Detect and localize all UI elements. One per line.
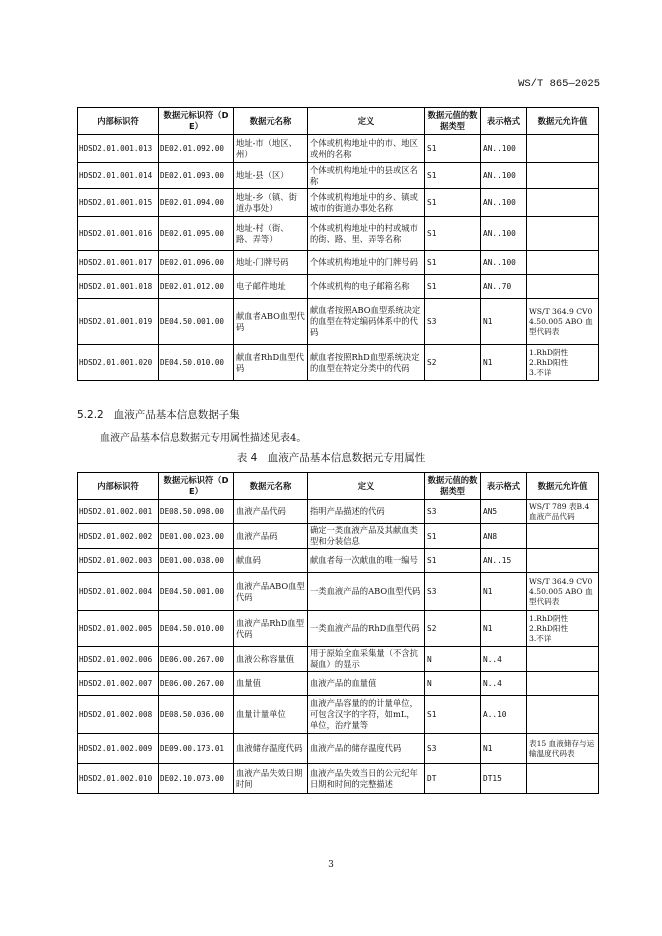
cell-format: N..4 bbox=[481, 647, 527, 672]
table-row bbox=[78, 524, 599, 549]
cell-data-type: S1 bbox=[425, 189, 481, 217]
cell-de-id: DE04.50.010.00 bbox=[159, 345, 234, 381]
table-4-blood-products bbox=[77, 472, 599, 794]
section-number: 5.2.2 bbox=[77, 409, 104, 421]
cell-format: AN..15 bbox=[481, 549, 527, 573]
cell-format: AN5 bbox=[481, 500, 527, 524]
cell-element-name: 献血者ABO血型代码 bbox=[234, 299, 308, 345]
cell-definition: 一类血液产品的ABO血型代码 bbox=[308, 573, 425, 611]
section-title: 血液产品基本信息数据子集 bbox=[113, 409, 240, 421]
cell-element-name: 地址-乡（镇、街道办事处） bbox=[234, 189, 308, 217]
cell-de-id: DE04.50.010.00 bbox=[159, 611, 234, 647]
cell-element-name: 地址-村（街、路、弄等） bbox=[234, 217, 308, 251]
cell-allowed-values: 1.RhD阴性 2.RhD阳性 3.不详 bbox=[527, 611, 599, 647]
cell-internal-id: HDSD2.01.002.001 bbox=[78, 500, 159, 524]
cell-internal-id: HDSD2.01.001.015 bbox=[78, 189, 159, 217]
cell-internal-id: HDSD2.01.002.002 bbox=[78, 524, 159, 549]
cell-de-id: DE02.01.012.00 bbox=[159, 275, 234, 299]
table-address-fields bbox=[77, 107, 599, 381]
cell-allowed-values bbox=[527, 189, 599, 217]
cell-element-name: 血量值 bbox=[234, 672, 308, 696]
cell-element-name: 血液储存温度代码 bbox=[234, 734, 308, 764]
cell-format: N1 bbox=[481, 299, 527, 345]
cell-definition: 血液产品失效当日的公元纪年日期和时间的完整描述 bbox=[308, 764, 425, 794]
cell-definition: 个体或机构地址中的门牌号码 bbox=[308, 251, 425, 275]
cell-definition: 个体或机构地址中的市、地区或州的名称 bbox=[308, 135, 425, 163]
table-row bbox=[78, 275, 599, 299]
column-header-data-type: 数据元值的数据类型 bbox=[425, 108, 481, 135]
cell-data-type: S1 bbox=[425, 549, 481, 573]
cell-internal-id: HDSD2.01.002.004 bbox=[78, 573, 159, 611]
table-header bbox=[78, 473, 599, 500]
cell-allowed-values bbox=[527, 251, 599, 275]
cell-data-type: S3 bbox=[425, 734, 481, 764]
cell-format: AN..100 bbox=[481, 189, 527, 217]
cell-format: AN..100 bbox=[481, 217, 527, 251]
cell-format: AN..100 bbox=[481, 163, 527, 189]
cell-allowed-values bbox=[527, 696, 599, 734]
table-row bbox=[78, 734, 599, 764]
cell-definition: 献血者每一次献血的唯一编号 bbox=[308, 549, 425, 573]
cell-de-id: DE08.50.036.00 bbox=[159, 696, 234, 734]
cell-allowed-values bbox=[527, 163, 599, 189]
column-header-de-id: 数据元标识符（DE） bbox=[159, 473, 234, 500]
table-row bbox=[78, 189, 599, 217]
cell-allowed-values bbox=[527, 764, 599, 794]
cell-format: DT15 bbox=[481, 764, 527, 794]
cell-data-type: S2 bbox=[425, 611, 481, 647]
cell-internal-id: HDSD2.01.001.018 bbox=[78, 275, 159, 299]
cell-internal-id: HDSD2.01.002.007 bbox=[78, 672, 159, 696]
cell-data-type: S1 bbox=[425, 135, 481, 163]
cell-allowed-values: WS/T 364.9 CV04.50.005 ABO 血型代码表 bbox=[527, 573, 599, 611]
column-header-definition: 定义 bbox=[308, 473, 425, 500]
table-row bbox=[78, 696, 599, 734]
cell-definition: 血液产品容量的的计量单位，可包含汉字的字符，如mL，单位，治疗量等 bbox=[308, 696, 425, 734]
section-heading bbox=[77, 407, 240, 422]
cell-de-id: DE02.10.073.00 bbox=[159, 764, 234, 794]
cell-allowed-values: WS/T 789 表B.4血液产品代码 bbox=[527, 500, 599, 524]
cell-de-id: DE01.00.023.00 bbox=[159, 524, 234, 549]
cell-element-name: 电子邮件地址 bbox=[234, 275, 308, 299]
cell-allowed-values: 表15 血液储存与运输温度代码表 bbox=[527, 734, 599, 764]
cell-format: AN8 bbox=[481, 524, 527, 549]
table-row bbox=[78, 251, 599, 275]
table-row bbox=[78, 573, 599, 611]
cell-internal-id: HDSD2.01.002.003 bbox=[78, 549, 159, 573]
cell-definition: 用于原始全血采集量（不含抗凝血）的显示 bbox=[308, 647, 425, 672]
cell-allowed-values bbox=[527, 672, 599, 696]
cell-element-name: 地址-市（地区、州） bbox=[234, 135, 308, 163]
cell-de-id: DE01.00.038.00 bbox=[159, 549, 234, 573]
cell-element-name: 血液产品ABO血型代码 bbox=[234, 573, 308, 611]
column-header-format: 表示格式 bbox=[481, 108, 527, 135]
cell-definition: 指明产品描述的代码 bbox=[308, 500, 425, 524]
cell-definition: 献血者按照RhD血型系统决定的血型在特定分类中的代码 bbox=[308, 345, 425, 381]
cell-definition: 血液产品的储存温度代码 bbox=[308, 734, 425, 764]
table-row bbox=[78, 500, 599, 524]
cell-definition: 个体或机构地址中的村或城市的街、路、里、弄等名称 bbox=[308, 217, 425, 251]
cell-element-name: 血量计量单位 bbox=[234, 696, 308, 734]
cell-data-type: S2 bbox=[425, 345, 481, 381]
cell-allowed-values bbox=[527, 275, 599, 299]
cell-de-id: DE02.01.092.00 bbox=[159, 135, 234, 163]
cell-format: A..10 bbox=[481, 696, 527, 734]
table-body bbox=[78, 500, 599, 794]
column-header-element-name: 数据元名称 bbox=[234, 473, 308, 500]
cell-internal-id: HDSD2.01.001.017 bbox=[78, 251, 159, 275]
column-header-definition: 定义 bbox=[308, 108, 425, 135]
table-header bbox=[78, 108, 599, 135]
cell-de-id: DE06.00.267.00 bbox=[159, 647, 234, 672]
cell-de-id: DE02.01.093.00 bbox=[159, 163, 234, 189]
cell-element-name: 血液产品代码 bbox=[234, 500, 308, 524]
cell-allowed-values bbox=[527, 135, 599, 163]
cell-allowed-values bbox=[527, 217, 599, 251]
cell-element-name: 献血者RhD血型代码 bbox=[234, 345, 308, 381]
cell-allowed-values bbox=[527, 647, 599, 672]
cell-de-id: DE02.01.094.00 bbox=[159, 189, 234, 217]
cell-element-name: 血液产品码 bbox=[234, 524, 308, 549]
section-paragraph: 血液产品基本信息数据元专用属性描述见表4。 bbox=[100, 433, 307, 444]
column-header-internal-id: 内部标识符 bbox=[78, 473, 159, 500]
table-row bbox=[78, 299, 599, 345]
column-header-allowed-values: 数据元允许值 bbox=[527, 108, 599, 135]
cell-element-name: 血液产品RhD血型代码 bbox=[234, 611, 308, 647]
cell-format: AN..70 bbox=[481, 275, 527, 299]
cell-de-id: DE08.50.098.00 bbox=[159, 500, 234, 524]
column-header-data-type: 数据元值的数据类型 bbox=[425, 473, 481, 500]
table-row bbox=[78, 672, 599, 696]
cell-internal-id: HDSD2.01.002.006 bbox=[78, 647, 159, 672]
table-row bbox=[78, 217, 599, 251]
cell-element-name: 血液公称容量值 bbox=[234, 647, 308, 672]
table-row bbox=[78, 345, 599, 381]
cell-definition: 个体或机构的电子邮箱名称 bbox=[308, 275, 425, 299]
cell-format: N1 bbox=[481, 611, 527, 647]
cell-de-id: DE09.00.173.01 bbox=[159, 734, 234, 764]
cell-de-id: DE04.50.001.00 bbox=[159, 573, 234, 611]
cell-data-type: S1 bbox=[425, 696, 481, 734]
cell-allowed-values bbox=[527, 549, 599, 573]
cell-element-name: 献血码 bbox=[234, 549, 308, 573]
cell-format: AN..100 bbox=[481, 135, 527, 163]
cell-de-id: DE06.00.267.00 bbox=[159, 672, 234, 696]
cell-data-type: S3 bbox=[425, 573, 481, 611]
cell-definition: 确定一类血液产品及其献血类型和分装信息 bbox=[308, 524, 425, 549]
table-row bbox=[78, 764, 599, 794]
table-caption: 表 4 血液产品基本信息数据元专用属性 bbox=[236, 452, 426, 464]
cell-definition: 个体或机构地址中的县或区名称 bbox=[308, 163, 425, 189]
cell-data-type: DT bbox=[425, 764, 481, 794]
cell-definition: 献血者按照ABO血型系统决定的血型在特定编码体系中的代码 bbox=[308, 299, 425, 345]
column-header-allowed-values: 数据元允许值 bbox=[527, 473, 599, 500]
cell-format: N1 bbox=[481, 573, 527, 611]
cell-element-name: 地址-门牌号码 bbox=[234, 251, 308, 275]
table-body bbox=[78, 135, 599, 381]
cell-de-id: DE02.01.096.00 bbox=[159, 251, 234, 275]
cell-definition: 血液产品的血量值 bbox=[308, 672, 425, 696]
cell-format: N1 bbox=[481, 345, 527, 381]
column-header-de-id: 数据元标识符（DE） bbox=[159, 108, 234, 135]
cell-internal-id: HDSD2.01.002.005 bbox=[78, 611, 159, 647]
cell-internal-id: HDSD2.01.001.013 bbox=[78, 135, 159, 163]
cell-data-type: S1 bbox=[425, 524, 481, 549]
cell-element-name: 血液产品失效日期时间 bbox=[234, 764, 308, 794]
column-header-format: 表示格式 bbox=[481, 473, 527, 500]
cell-definition: 一类血液产品的RhD血型代码 bbox=[308, 611, 425, 647]
table-row bbox=[78, 163, 599, 189]
cell-data-type: S1 bbox=[425, 251, 481, 275]
cell-data-type: S1 bbox=[425, 217, 481, 251]
cell-de-id: DE02.01.095.00 bbox=[159, 217, 234, 251]
cell-element-name: 地址-县（区） bbox=[234, 163, 308, 189]
cell-internal-id: HDSD2.01.002.009 bbox=[78, 734, 159, 764]
cell-internal-id: HDSD2.01.001.020 bbox=[78, 345, 159, 381]
cell-internal-id: HDSD2.01.002.010 bbox=[78, 764, 159, 794]
standard-number: WS/T 865—2025 bbox=[518, 78, 600, 90]
cell-definition: 个体或机构地址中的乡、镇或城市的街道办事处名称 bbox=[308, 189, 425, 217]
cell-internal-id: HDSD2.01.001.019 bbox=[78, 299, 159, 345]
cell-internal-id: HDSD2.01.001.016 bbox=[78, 217, 159, 251]
cell-internal-id: HDSD2.01.002.008 bbox=[78, 696, 159, 734]
column-header-element-name: 数据元名称 bbox=[234, 108, 308, 135]
cell-data-type: S3 bbox=[425, 299, 481, 345]
column-header-internal-id: 内部标识符 bbox=[78, 108, 159, 135]
cell-format: N..4 bbox=[481, 672, 527, 696]
cell-data-type: S3 bbox=[425, 500, 481, 524]
cell-data-type: N bbox=[425, 672, 481, 696]
cell-data-type: S1 bbox=[425, 275, 481, 299]
table-row bbox=[78, 611, 599, 647]
cell-format: N1 bbox=[481, 734, 527, 764]
page-number: 3 bbox=[328, 860, 334, 870]
cell-allowed-values: 1.RhD阴性 2.RhD阳性 3.不详 bbox=[527, 345, 599, 381]
cell-allowed-values: WS/T 364.9 CV04.50.005 ABO 血型代码表 bbox=[527, 299, 599, 345]
cell-data-type: S1 bbox=[425, 163, 481, 189]
cell-data-type: N bbox=[425, 647, 481, 672]
table-row bbox=[78, 135, 599, 163]
cell-internal-id: HDSD2.01.001.014 bbox=[78, 163, 159, 189]
table-row bbox=[78, 549, 599, 573]
cell-allowed-values bbox=[527, 524, 599, 549]
table-row bbox=[78, 647, 599, 672]
cell-format: AN..100 bbox=[481, 251, 527, 275]
cell-de-id: DE04.50.001.00 bbox=[159, 299, 234, 345]
